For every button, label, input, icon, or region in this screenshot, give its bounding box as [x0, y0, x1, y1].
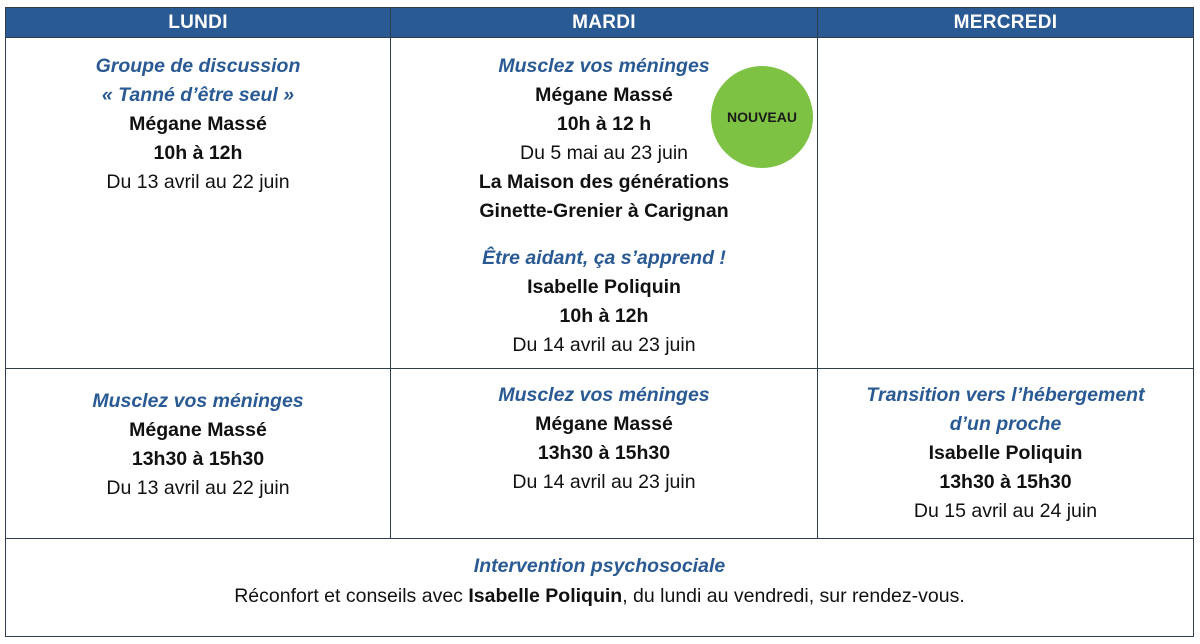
cell-mardi-morning — [391, 38, 818, 369]
session-dates: Du 14 avril au 23 juin — [512, 470, 696, 493]
session-time: 13h30 à 15h30 — [131, 447, 265, 470]
footer-title: Intervention psychosociale — [473, 554, 726, 577]
session-dates: Du 13 avril au 22 juin — [106, 171, 290, 194]
cell-mardi-afternoon — [391, 368, 818, 538]
facilitator-name: Mégane Massé — [129, 418, 267, 441]
footer-text-before: Réconfort et conseils avec — [234, 584, 469, 607]
activity-title: Musclez vos méninges — [498, 383, 710, 406]
facilitator-name: Mégane Massé — [535, 412, 673, 435]
venue-line-1: La Maison des générations — [478, 171, 730, 194]
footer-cell — [6, 538, 1194, 636]
schedule-table — [5, 7, 1194, 637]
cell-lundi-afternoon — [6, 368, 391, 538]
activity-subtitle: d’un proche — [949, 412, 1062, 435]
activity-title: Musclez vos méninges — [498, 55, 710, 78]
cell-mercredi-morning — [818, 38, 1194, 369]
footer-counselor-name: Isabelle Poliquin — [468, 584, 623, 607]
session-dates: Du 5 mai au 23 juin — [519, 142, 689, 165]
facilitator-name: Isabelle Poliquin — [928, 441, 1083, 464]
session-time: 10h à 12h — [559, 305, 649, 328]
venue-line-2: Ginette-Grenier à Carignan — [479, 200, 729, 223]
activity-subtitle: « Tanné d’être seul » — [101, 84, 295, 107]
session-time: 13h30 à 15h30 — [939, 470, 1072, 493]
facilitator-name: Mégane Massé — [535, 84, 673, 107]
session-dates: Du 15 avril au 24 juin — [913, 499, 1098, 522]
header-lundi: LUNDI — [6, 8, 391, 38]
footer-text-after: , du lundi au vendredi, sur rendez-vous. — [622, 584, 965, 607]
session-dates: Du 13 avril au 22 juin — [106, 476, 290, 499]
facilitator-name: Isabelle Poliquin — [527, 276, 681, 299]
nouveau-badge: NOUVEAU — [711, 66, 813, 168]
session-dates: Du 14 avril au 23 juin — [512, 334, 696, 357]
header-mercredi: MERCREDI — [818, 8, 1194, 38]
activity-title: Musclez vos méninges — [92, 389, 304, 412]
session-time: 10h à 12 h — [556, 113, 652, 136]
activity-title: Groupe de discussion — [95, 55, 301, 78]
session-time: 10h à 12h — [153, 142, 243, 165]
activity-title: Transition vers l’hébergement — [866, 383, 1145, 406]
header-mardi: MARDI — [391, 8, 818, 38]
footer-text — [6, 581, 1193, 611]
facilitator-name: Mégane Massé — [129, 113, 267, 136]
activity-title: Être aidant, ça s’apprend ! — [482, 247, 726, 270]
cell-mercredi-afternoon — [818, 368, 1194, 538]
cell-lundi-morning — [6, 38, 391, 369]
session-time: 13h30 à 15h30 — [537, 441, 671, 464]
